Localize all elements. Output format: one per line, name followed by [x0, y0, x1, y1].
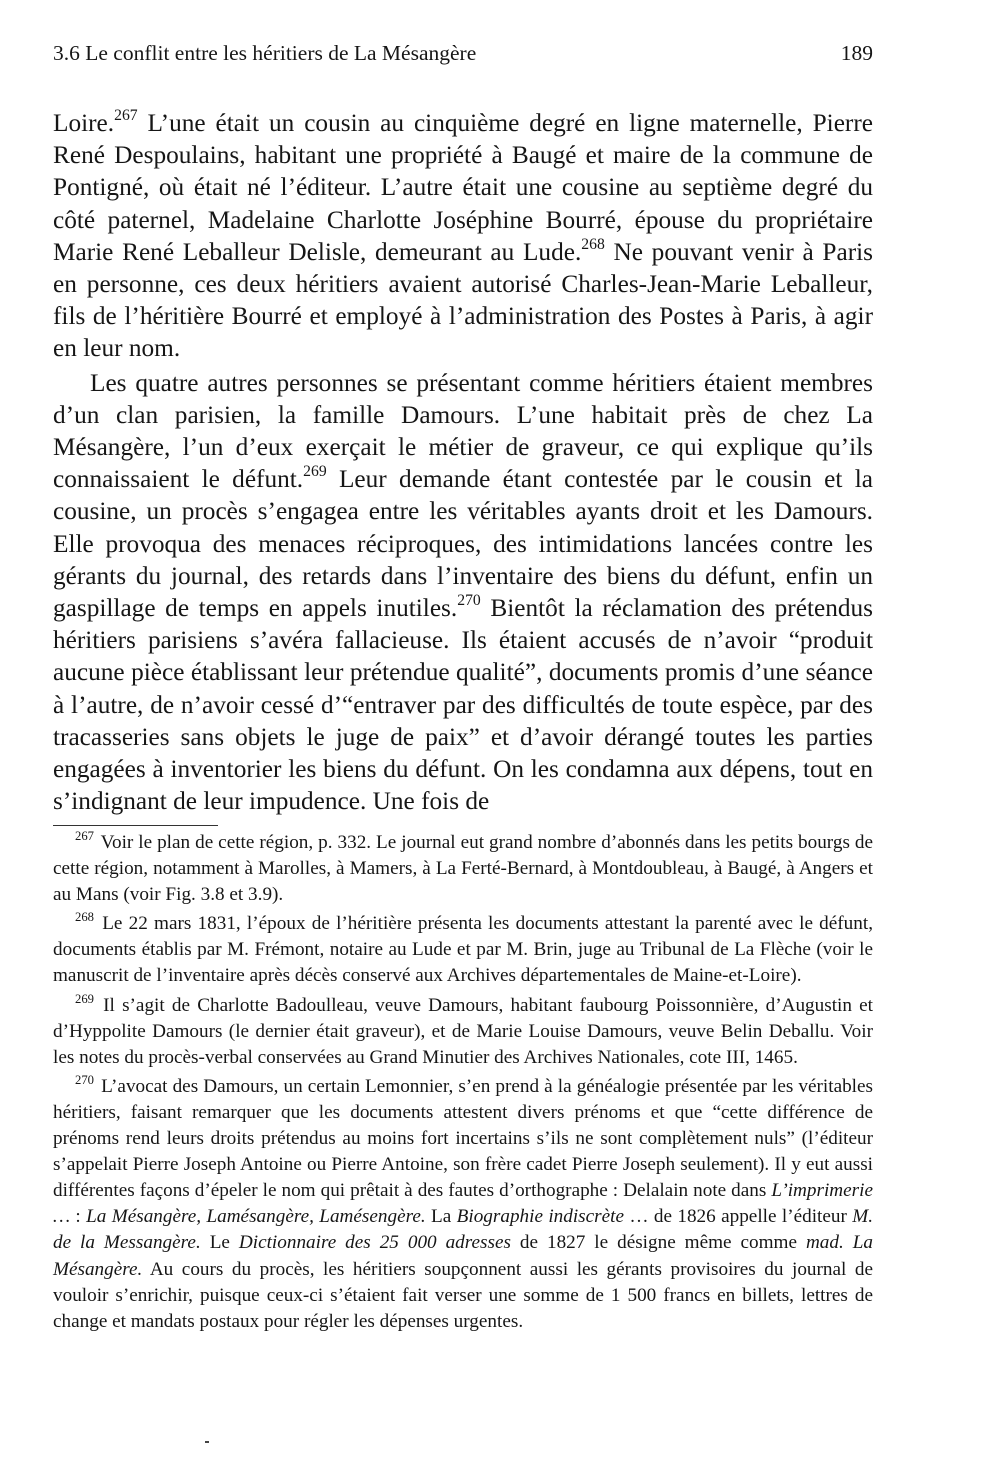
footnotes [53, 830, 873, 1335]
text-run: Le [200, 1232, 239, 1254]
text-run: L’avocat des Damours, un certain Lemonnier, s’en prend à la généalogie présentée par les véritables héritiers, faisant remarquer que les documents attestent divers prénoms et que “cette différence de prénoms rend leurs droits prétendus au moins fort incertains s’ils ne sont complètement nuls” (l’éditeur s’appelait Pierre Joseph Antoine ou Pierre Antoine, son frère cadet Pierre Joseph seulement). Il y eut aussi différentes façons d’épeler le nom qui prêtait à des fautes d’orthographe : Delalain note dans [53, 1075, 873, 1202]
footnote-267 [53, 830, 873, 908]
text-run: de 1827 le désigne même comme [510, 1232, 806, 1254]
paragraph-1 [53, 107, 873, 365]
footnote-270 [53, 1074, 873, 1335]
page-number: 189 [840, 41, 873, 65]
footnote-reference: 267 [114, 107, 138, 125]
italic-title: mad. La Mésangère. [53, 1232, 873, 1280]
italic-title: M. de la Messangère. [53, 1206, 873, 1254]
footnote-text [53, 1076, 873, 1332]
text-run: Il s’agit de Charlotte Badoulleau, veuve Damours, habitant faubourg Poissonnière, d’Augustin et d’Hyppolite Damours (le dernier était graveur), et de Marie Louise Damours, veuve Belin Deballu. Voir les notes du procès-verbal conservées au Grand Minutier des Archives Nationales, cote III, 1465. [53, 994, 873, 1068]
italic-title: Dictionnaire des 25 000 adresses [238, 1232, 511, 1254]
text-run: … de 1826 appelle l’éditeur [624, 1206, 853, 1228]
text-run: Voir le plan de cette région, p. 332. Le journal eut grand nombre d’abonnés dans les petits bourgs de cette région, notamment à Marolles, à Mamers, à La Ferté-Bernard, à Montdoubleau, à Baugé, à Angers et au Mans (voir Fig. 3.8 et 3.9). [53, 832, 873, 906]
footnote-269 [53, 993, 873, 1071]
text-run: : [70, 1206, 87, 1228]
italic-title: La Mésangère, Lamésangère, Lamésengère. [86, 1206, 426, 1228]
italic-title: Biographie indiscrète [456, 1206, 624, 1228]
footnote-reference: 270 [457, 592, 481, 610]
footnote-separator [53, 825, 218, 826]
main-text [53, 107, 873, 817]
footnote-text [53, 832, 873, 905]
footnote-reference: 268 [581, 235, 605, 253]
footnote-number: 269 [75, 991, 94, 1006]
text-run: Ne pouvant venir à Paris en personne, ces deux héritiers avaient autorisé Charles-Jean-Marie Leballeur, fils de l’héritière Bourré et employé à l’administration des Postes à Paris, à agir en leur nom. [53, 237, 874, 363]
text-run: La [425, 1206, 457, 1228]
footnote-number: 267 [75, 828, 94, 843]
footnote-number: 270 [75, 1072, 94, 1087]
text-run: Le 22 mars 1831, l’époux de l’héritière présenta les documents attestant la parenté avec le défunt, documents établis par M. Frémont, notaire au Lude et par M. Brin, juge au Tribunal de La Flèche (voir le manuscrit de l’inventaire après décès conservé aux Archives départementales de Maine-et-Loire). [53, 913, 873, 987]
paragraph-2 [53, 367, 873, 818]
running-head-section-title: 3.6 Le conflit entre les héritiers de La Mésangère [53, 41, 477, 65]
text-run: Au cours du procès, les héritiers soupçonnent aussi les gérants provisoires du journal de vouloir s’enrichir, puisque ceux-ci s’étaient fait verser une somme de 1 500 francs en billets, lettres de change et mandats postaux pour régler les dépenses urgentes. [53, 1258, 873, 1332]
footnote-reference: 269 [303, 463, 327, 481]
text-run: Bientôt la réclamation des prétendus héritiers parisiens s’avéra fallacieuse. Ils étaient accusés de n’avoir “produit aucune pièce établissant leur prétendue qualité”, documents promis d’une séance à l’autre, de n’avoir cessé d’“entraver par des difficultés de toute espèce, par des tracasseries sans objets le juge de paix” et d’avoir dérangé toutes les parties engagées à inventorier les biens du défunt. On les condamna aux dépens, tout en s’indignant de leur impudence. Une fois de [53, 594, 874, 816]
scan-speck [205, 1441, 209, 1443]
footnote-text [53, 913, 873, 986]
text-run: Les quatre autres personnes se présentant comme héritiers étaient membres d’un clan parisien, la famille Damours. L’une habitait près de chez La Mésangère, l’un d’eux exerçait le métier de graveur, ce qui explique qu’ils connaissaient le défunt. [53, 368, 873, 494]
footnote-text [53, 995, 873, 1068]
italic-title: L’imprimerie … [53, 1180, 873, 1228]
text-run: L’une était un cousin au cinquième degré en ligne maternelle, Pierre René Despoulains, habitant une propriété à Baugé et maire de la commune de Pontigné, où était né l’éditeur. L’autre était une cousine au septième degré du côté paternel, Madelaine Charlotte Joséphine Bourré, épouse du propriétaire Marie René Leballeur Delisle, demeurant au Lude. [53, 109, 873, 266]
footnote-number: 268 [75, 910, 94, 925]
text-run: Leur demande étant contestée par le cousin et la cousine, un procès s’engagea entre les véritables ayants droit et les Damours. Elle provoqua des menaces réciproques, des intimidations lancées contre les gérants du journal, des retards dans l’inventaire des biens du défunt, enfin un gaspillage de temps en appels inutiles. [53, 465, 873, 623]
running-header [53, 36, 873, 70]
text-run: Loire. [53, 109, 115, 137]
footnote-268 [53, 911, 873, 989]
